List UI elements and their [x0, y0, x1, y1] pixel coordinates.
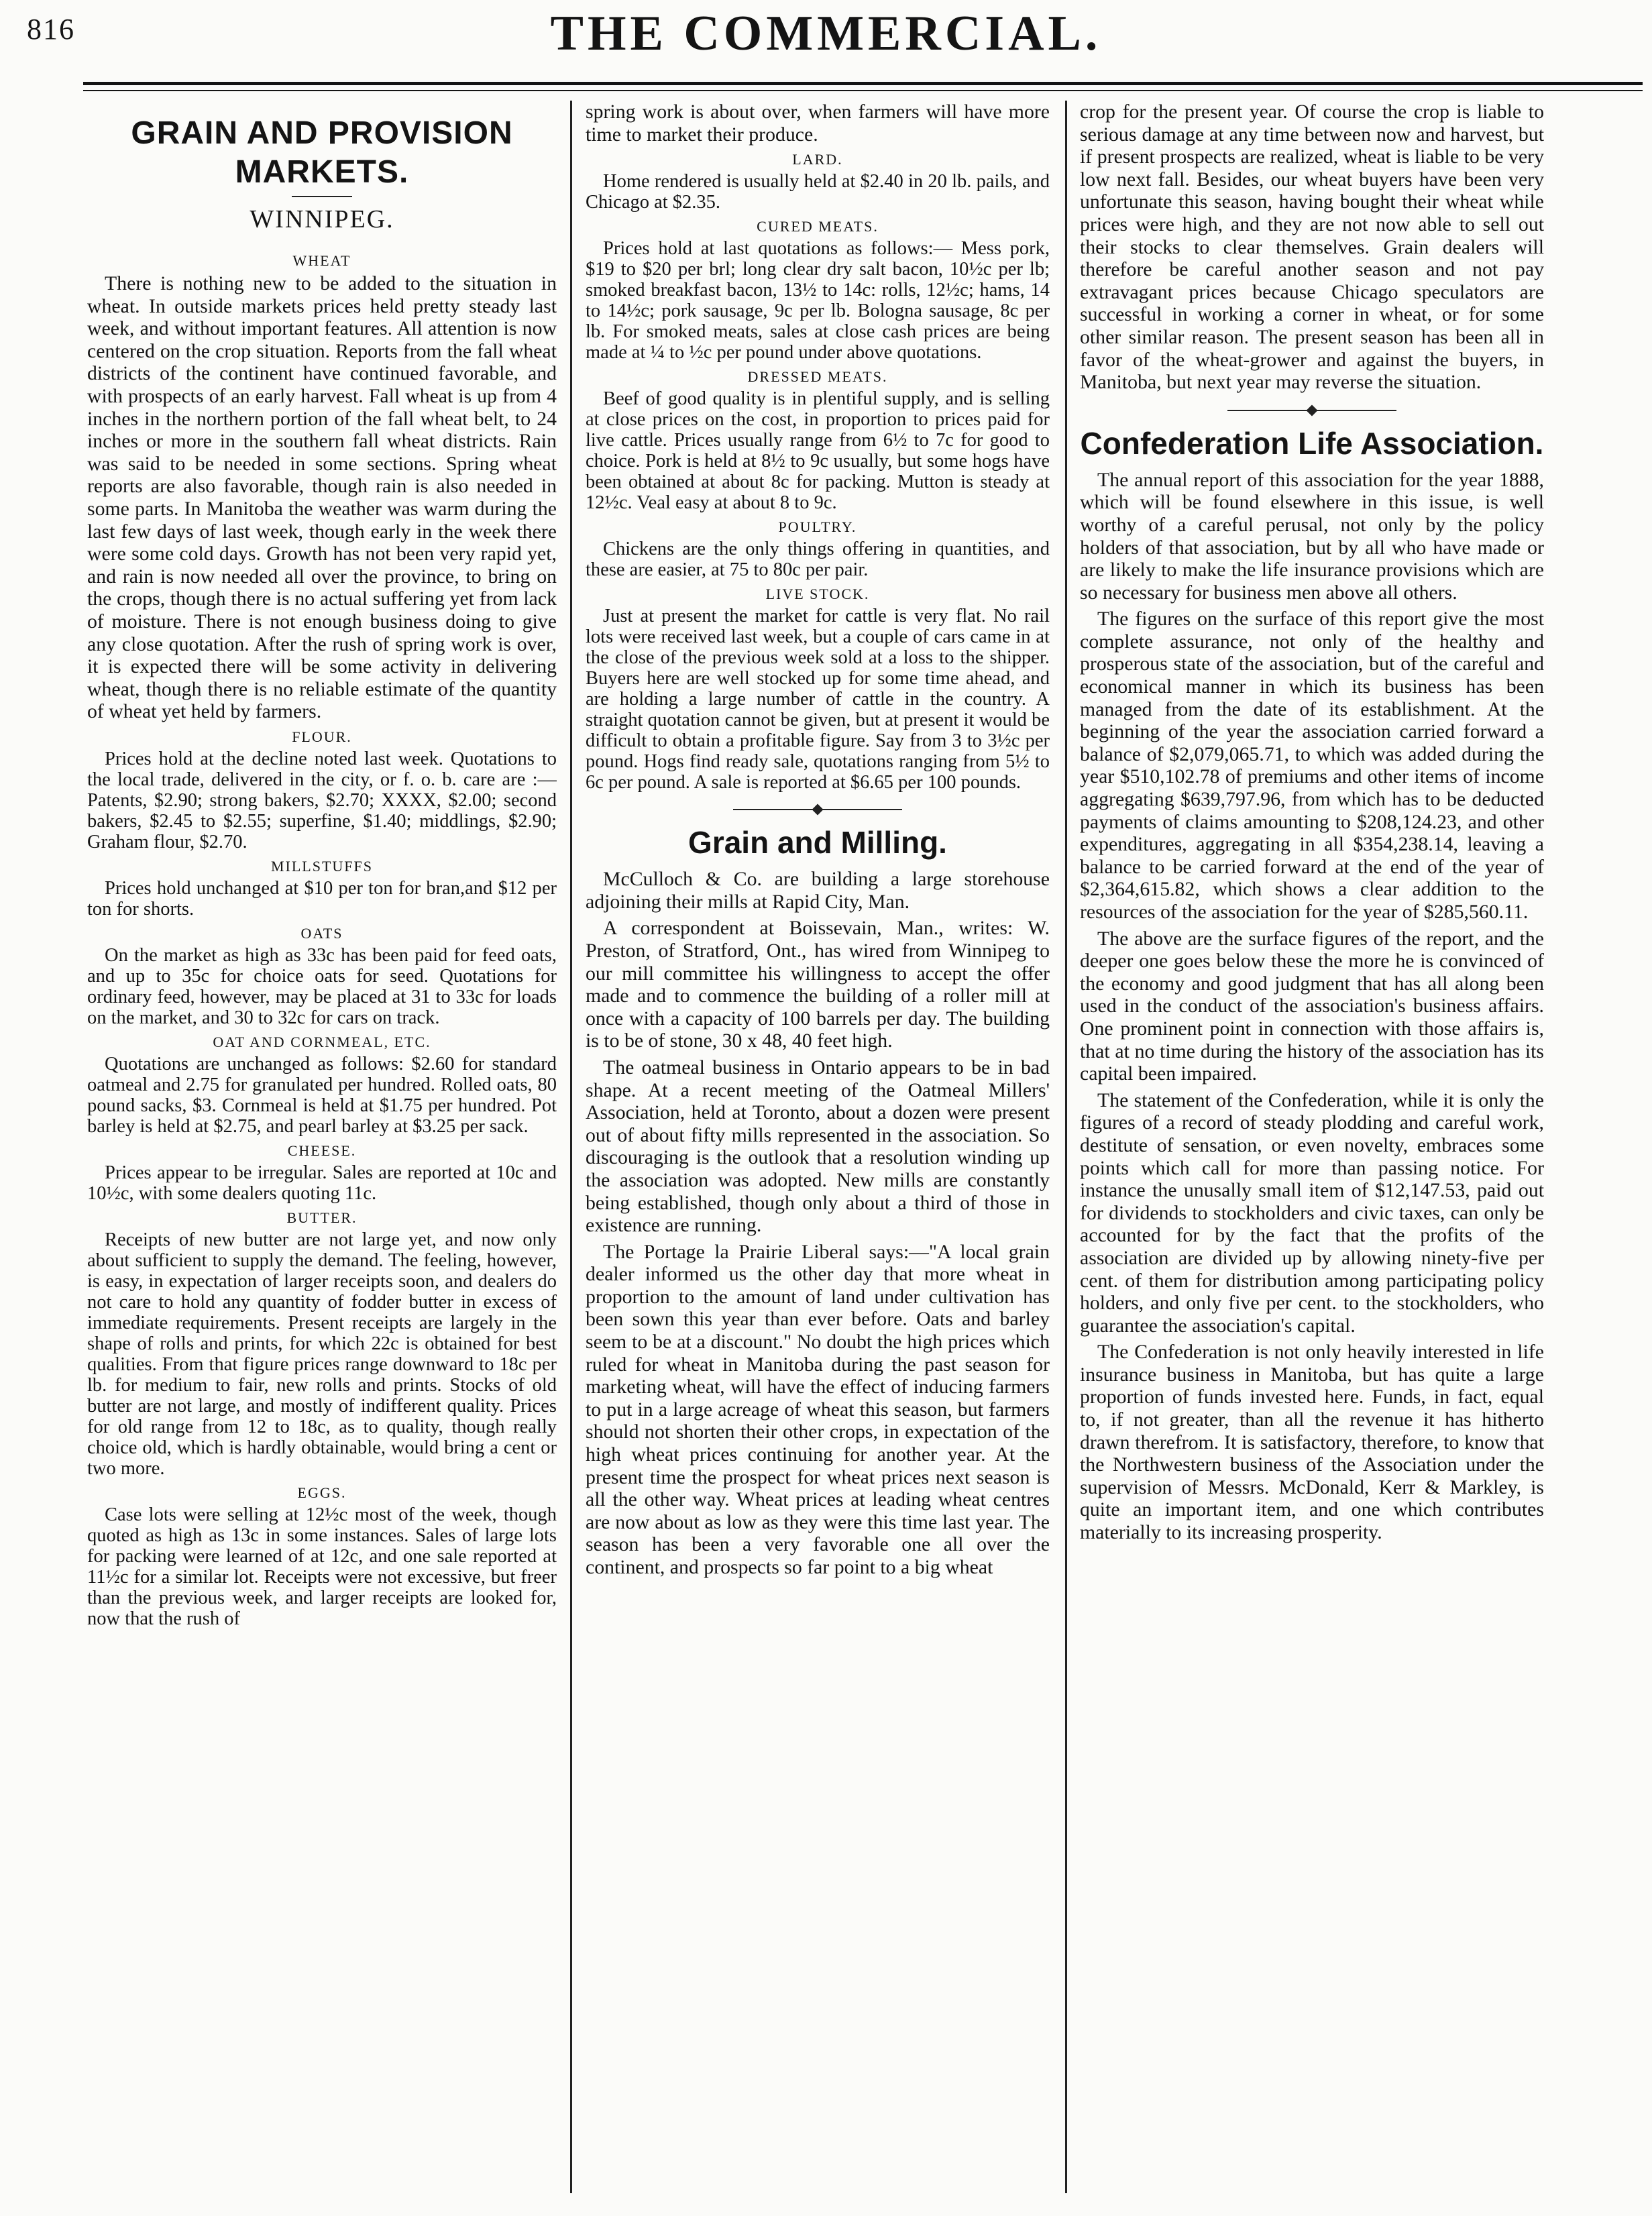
article-heading-grain-milling: Grain and Milling. [688, 825, 947, 861]
paragraph-lard: Home rendered is usually held at $2.40 in 20 lb. pails, and Chicago at $2.35. [586, 171, 1050, 213]
heading-rule [292, 196, 352, 197]
section-separator [586, 799, 1050, 820]
subhead-butter: BUTTER. [286, 1209, 357, 1226]
paragraph-butter: Receipts of new butter are not large yet, and now only about sufficient to supply the demand. The feeling, however, is easy, in expectation of larger receipts soon, and dealers do not care to hold any quantity of fodder butter in excess of immediate requirements. Present receipts are largely in the shape of rolls and prints, for which 22c is obtained for best qualities. From that figure prices range downward to 18c per lb. for medium to fair, new rolls and prints. Stocks of old butter are not large, and mostly of indifferent quality. Prices for old range from 12 to 18c, as to quality, though really choice old, which is hardly obtainable, would bring a cent or two more. [87, 1229, 557, 1479]
paragraph-continued: spring work is about over, when farmers will have more time to market their produce. [586, 101, 1050, 146]
subhead-millstuffs: MILLSTUFFS [270, 857, 374, 875]
paragraph-continued-crop: crop for the present year. Of course the crop is liable to serious damage at any time between now and harvest, but if present prospects are realized, wheat is liable to be very low next fall. Besides, our wheat buyers have been very unfortunate this season, having bought their wheat while prices were high, and they are not now able to sell out their stocks to clear themselves. Grain dealers will therefore be careful another season and not pay extravagant prices because Chicago speculators are successful in working a corner in wheat, or for some other similar reason. The present season has been all in favor of the wheat-grower and against the buyers, in Manitoba, but next year may reverse the situation. [1080, 101, 1544, 394]
paragraph-oatmeal-ontario: The oatmeal business in Ontario appears to be in bad shape. At a recent meeting of the Oatmeal Millers' Association, held at Toronto, about a dozen were present out of about fifty mills represented in the association. So discouraging is the outlook that a resolution winding up the association was adopted. New mills are constantly being established, though only about a third of those in existence are running. [586, 1056, 1050, 1237]
paragraph-millstuffs: Prices hold unchanged at $10 per ton for bran,and $12 per ton for shorts. [87, 877, 557, 920]
subhead-wheat: WHEAT [292, 252, 351, 269]
column-3 [1080, 101, 1544, 2193]
page-number: 816 [27, 13, 75, 46]
paragraph-confed-2: The figures on the surface of this report give the most complete assurance, not only of the healthy and prosperous state of the association, but of the careful and economical manner in which its business has been managed from the date of its establishment. At the beginning of the year the association carried forward a balance of $2,079,065.71, to which was added during the year $510,102.78 of premiums and other items of income aggregating $639,797.96, from which has to be deducted payments of claims amounting to $208,124.23, and other expenditures, aggregating in all $354,238.14, leaving a balance to be carried forward at the end of the year of $2,364,615.82, which shows a clear addition to the resources of the association for the year of $285,560.11. [1080, 608, 1544, 923]
paragraph-cheese: Prices appear to be irregular. Sales are reported at 10c and 10½c, with some dealers quoting 11c. [87, 1162, 557, 1204]
subhead-oats: OATS [300, 924, 343, 942]
subhead-dressed-meats: DRESSED MEATS. [747, 368, 888, 386]
article-heading-confederation: Confederation Life Association. [1080, 425, 1544, 461]
paragraph-mcculloch: McCulloch & Co. are building a large storehouse adjoining their mills at Rapid City, Man. [586, 868, 1050, 913]
paragraph-dressed-meats: Beef of good quality is in plentiful supply, and is selling at close prices on the cost, in proportion to prices paid for live cattle. Prices usually range from 6½ to 7c for good to choice. Pork is held at 8½ to 9c usually, but some hogs have been obtained at about 8c for packing. Mutton is steady at 12½c. Veal easy at about 8 to 9c. [586, 388, 1050, 514]
subhead-eggs: EGGS. [297, 1484, 347, 1501]
column-1 [87, 101, 557, 2193]
subhead-flour: FLOUR. [292, 728, 352, 745]
paragraph-oatmeal: Quotations are unchanged as follows: $2.60 for standard oatmeal and 2.75 for granulated per hundred. Rolled oats, 80 pound sacks, $3. Cornmeal is held at $1.75 per hundred. Pot barley is held at $2.75, and pearl barley at $3.25 per sack. [87, 1053, 557, 1137]
paragraph-confed-3: The above are the surface figures of the report, and the deeper one goes below these the more he is convinced of the economy and good judgment that has all along been used in the conduct of the association's business affairs. One prominent point in connection with those affairs is, that at no time during the history of the association has its capital been impaired. [1080, 927, 1544, 1085]
subhead-live-stock: LIVE STOCK. [765, 586, 870, 603]
subhead-cured-meats: CURED MEATS. [757, 218, 879, 235]
subhead-cheese: CHEESE. [287, 1142, 357, 1159]
paragraph-confed-1: The annual report of this association for the year 1888, which will be found elsewhere in this issue, is well worthy of a careful perusal, not only by the policy holders of that association, but by all who have made or are likely to make the life insurance provisions which are so necessary for business men above all others. [1080, 468, 1544, 604]
paragraph-wheat: There is nothing new to be added to the situation in wheat. In outside markets prices held pretty steady last week, and without important features. All attention is now centered on the crop situation. Reports from the fall wheat districts of the continent have continued favorable, and with prospects of an early harvest. Fall wheat is up from 4 inches in the northern portion of the fall wheat belt, to 24 inches or more in the southern fall wheat districts. Rain was said to be needed in some sections. Spring wheat reports are also favorable, though rain is also needed in some parts. In Manitoba the weather was warm during the last few days of last week, though early in the week there were some cold days. Growth has not been very rapid yet, and rain is now needed all over the province, to bring on the crops, though there is no actual suffering yet from lack of moisture. There is not enough business doing to give any close quotation. After the rush of spring work is over, it is expected there will be some activity in delivering wheat, though there is no reliable estimate of the quantity of wheat yet held by farmers. [87, 272, 557, 723]
paragraph-portage-liberal: The Portage la Prairie Liberal says:—"A local grain dealer informed us the other day that more wheat in proportion to the amount of land under cultivation has been sown this year than ever before. Oats and barley seem to be at a discount." No doubt the high prices which ruled for wheat in Manitoba during the past season for marketing wheat, will have the effect of inducing farmers to put in a large acreage of wheat this season, but farmers should not shorten their other crops, in expectation of the high wheat prices continuing for another year. At the present time the prospect for wheat prices next season is all the other way. Wheat prices at leading wheat centres are now about as low as they were this time last year. The season has been a very favorable one all over the continent, and prospects so far point to a big wheat [586, 1240, 1050, 1578]
masthead-rule-thin [83, 90, 1643, 91]
paragraph-flour: Prices hold at the decline noted last week. Quotations to the local trade, delivered in the city, or f. o. b. care are :—Patents, $2.90; strong bakers, $2.70; XXXX, $2.00; second bakers, $2.45 to $2.55; superfine, $1.40; middlings, $2.90; Graham flour, $2.70. [87, 748, 557, 852]
paragraph-confed-5: The Confederation is not only heavily interested in life insurance business in Manitoba, but has quite a large proportion of funds invested here. Funds, in fact, equal to, if not greater, than all the revenue it has hitherto drawn therefrom. It is satisfactory, therefore, to know that the Northwestern business of the Association under the supervision of Messrs. McDonald, Kerr & Markley, is quite an important item, and one which contributes materially to its increasing prosperity. [1080, 1341, 1544, 1544]
article-heading-markets: GRAIN AND PROVISION MARKETS. [131, 115, 513, 190]
paragraph-confed-4: The statement of the Confederation, while it is only the figures of a record of steady plodding and careful work, destitute of sensation, or even novelty, embraces some points which call for more than passing notice. For instance the unusally small item of $12,147.53, paid out for dividends to stockholders and civic taxes, can only be accounted for by the fact that the profits of the association are divided up by allowing ninety-five per cent. of them for distribution among participating policy holders, and only five per cent. to the stockholders, who guarantee the association's capital. [1080, 1089, 1544, 1337]
subhead-oatmeal: OAT AND CORNMEAL, ETC. [213, 1033, 431, 1050]
column-2 [586, 101, 1050, 2193]
column-divider-1 [570, 101, 572, 2193]
paragraph-poultry: Chickens are the only things offering in quantities, and these are easier, at 75 to 80c per pair. [586, 539, 1050, 581]
paragraph-cured-meats: Prices hold at last quotations as follows:— Mess pork, $19 to $20 per brl; long clear dry salt bacon, 10½c per lb; smoked breakfast bacon, 13½ to 14c: rolls, 12½c; hams, 14 to 14½c; pork sausage, 9c per lb. Bologna sausage, 8c per lb. For smoked meats, sales at close cash prices are being made at ¼ to ½c per pound under above quotations. [586, 238, 1050, 364]
paragraph-eggs: Case lots were selling at 12½c most of the week, though quoted as high as 13c in some instances. Sales of large lots for packing were learned of at 12c, and one sale reported at 11½c for a similar lot. Receipts were not excessive, but freer than the previous week, and larger receipts are looked for, now that the rush of [87, 1504, 557, 1629]
paragraph-oats: On the market as high as 33c has been paid for feed oats, and up to 35c for choice oats for seed. Quotations for ordinary feed, however, may be placed at 31 to 33c for loads on the market, and 30 to 32c for cars on track. [87, 944, 557, 1028]
section-separator [1080, 400, 1544, 421]
masthead: THE COMMERCIAL. [550, 6, 1102, 61]
subhead-poultry: POULTRY. [778, 518, 857, 536]
column-divider-2 [1065, 101, 1067, 2193]
paragraph-boissevain: A correspondent at Boissevain, Man., writes: W. Preston, of Stratford, Ont., has wired from Winnipeg to our mill committee his willingness to accept the offer made and to commence the building of a roller mill at once with a capacity of 100 barrels per day. The building is to be of stone, 30 x 48, 40 feet high. [586, 917, 1050, 1052]
paragraph-live-stock: Just at present the market for cattle is very flat. No rail lots were received last week, but a couple of cars came in at the close of the previous week sold at a loss to the shipper. Buyers here are well stocked up for some time ahead, and are holding a large number of cattle in the country. A straight quotation cannot be given, but at present it would be difficult to obtain a profitable figure. Say from 3 to 3½c per pound. Hogs find ready sale, quotations ranging from 5½ to 6c per pound. A sale is reported at $6.65 per 100 pounds. [586, 606, 1050, 793]
masthead-rule-thick [83, 82, 1643, 85]
section-heading-winnipeg: WINNIPEG. [250, 205, 394, 233]
subhead-lard: LARD. [792, 151, 843, 168]
